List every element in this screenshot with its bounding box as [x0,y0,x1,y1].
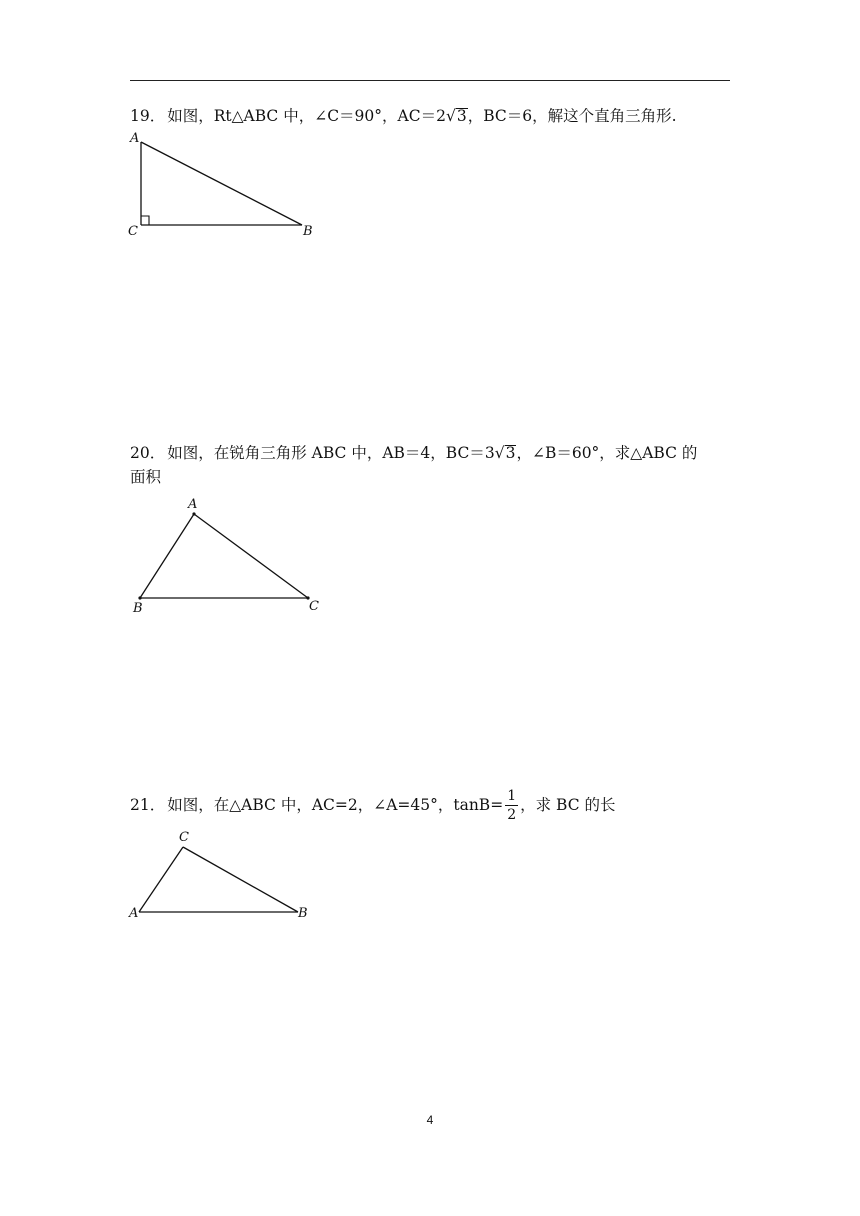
side-ac [194,514,308,598]
fraction-one-half [505,788,518,824]
fraction-denominator: 2 [507,807,517,823]
question-21 [130,788,730,824]
question-text: 如图，Rt△ABC 中，∠C＝90°，AC＝2 [167,107,446,125]
question-text: 如图，在锐角三角形 ABC 中，AB＝4，BC＝ [167,444,485,462]
question-text-cont: ，∠B＝60°，求△ABC 的 [516,444,698,462]
vertex-label-a: A [129,906,139,921]
coefficient: 3 [484,444,495,462]
sqrt-expression: √3 [494,444,516,462]
question-20 [130,441,730,489]
vertex-label-b: B [133,601,143,616]
vertex-label-c: C [309,599,319,614]
question-number: 19． [130,107,166,125]
question-number: 21． [130,796,166,814]
sqrt-radicand: 3 [505,444,516,462]
page-number: 4 [426,1113,434,1127]
vertex-label-c: C [179,830,189,845]
figure-20-acute-triangle [124,494,334,616]
side-ac [139,847,183,912]
vertex-label-b: B [298,906,308,921]
header-rule [130,80,730,81]
question-text-cont: ，BC＝6，解这个直角三角形. [467,107,677,125]
vertex-label-c: C [128,224,138,239]
side-ab [141,142,302,225]
question-number: 20． [130,444,166,462]
right-angle-mark [141,216,149,225]
figure-19-right-triangle [124,128,324,240]
question-text-line2: 面积 [130,468,162,486]
vertex-label-a: A [130,131,140,146]
figure-21-triangle [124,826,324,926]
sqrt-radicand: 3 [456,107,467,125]
side-ab [140,514,194,598]
question-text-cont: ，求 BC 的长 [520,796,616,814]
sqrt-expression: √3 [445,107,467,125]
vertex-point-a [192,512,195,515]
fraction-numerator: 1 [507,788,517,804]
question-text: 如图，在△ABC 中，AC=2，∠A=45°，tanB= [167,796,504,814]
vertex-label-b: B [303,224,313,239]
vertex-point-b [138,596,141,599]
question-19 [130,104,730,128]
side-cb [183,847,298,912]
vertex-label-a: A [188,497,198,512]
